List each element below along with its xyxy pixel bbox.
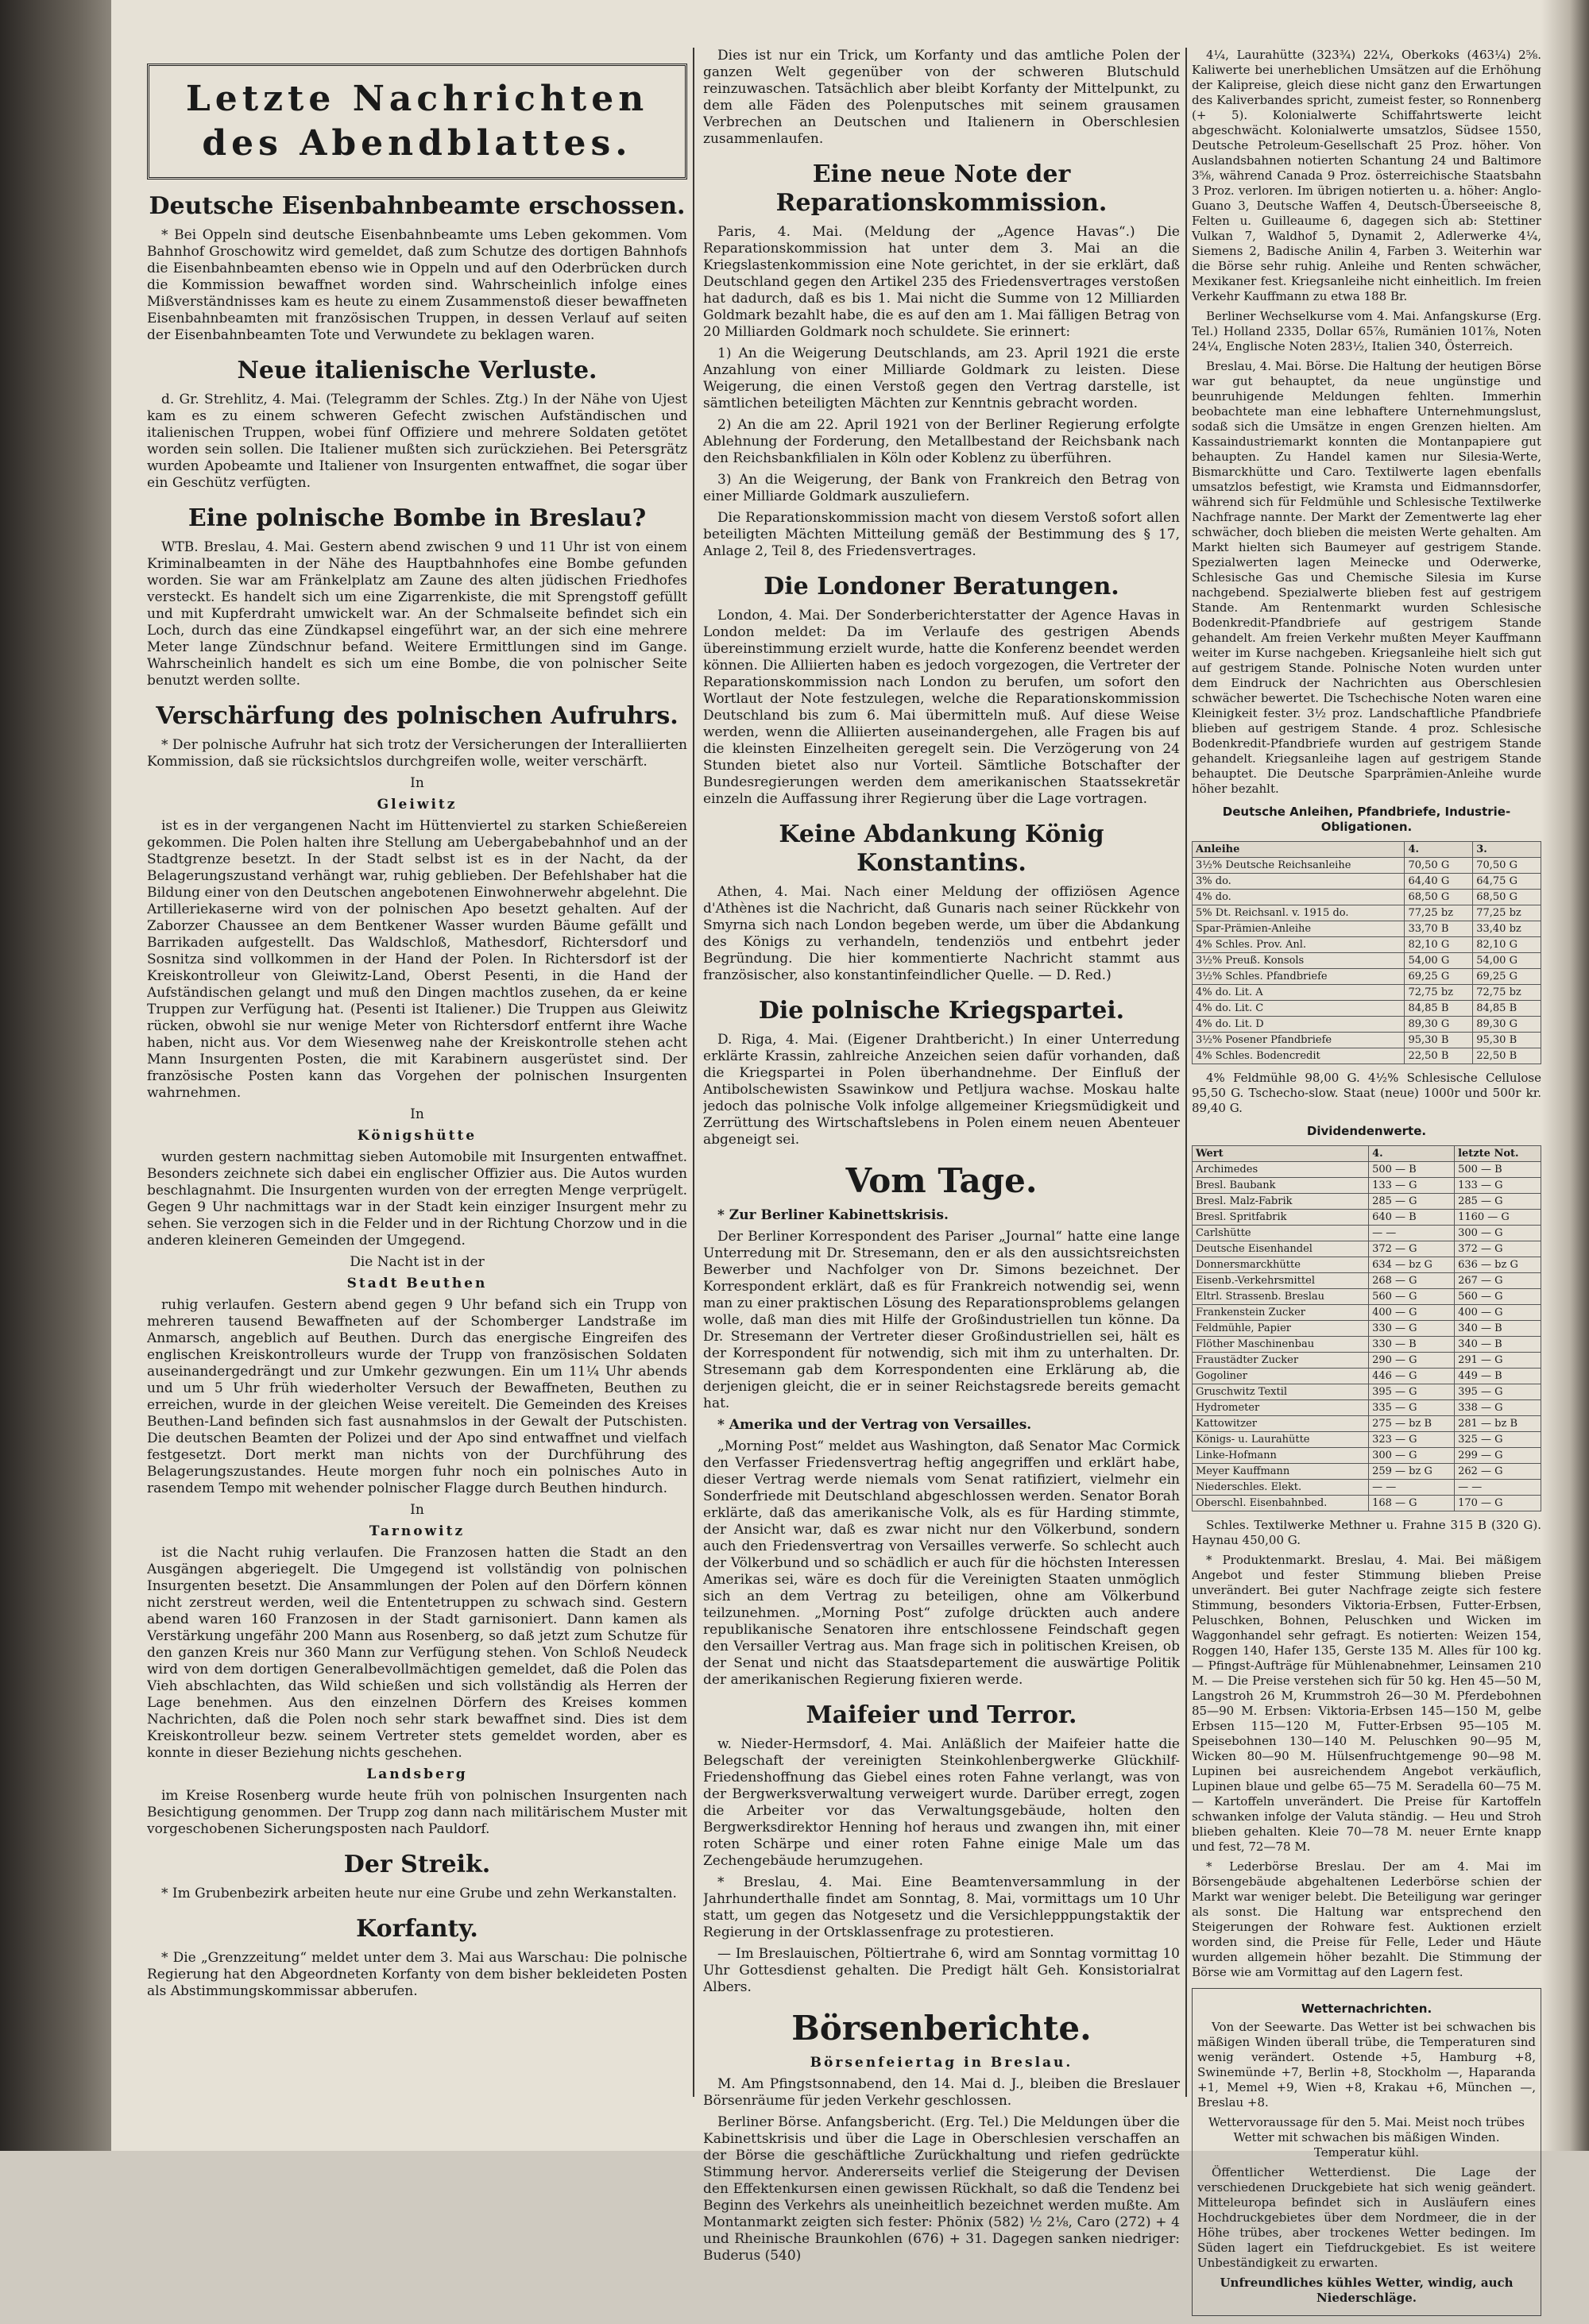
table-row <box>1193 1337 1541 1353</box>
article-text: d. Gr. Strehlitz, 4. Mai. (Telegramm der Schles. Ztg.) In der Nähe von Ujest kam es zu einem schweren Gefecht zwischen Aufständischen und italienischen Truppen, wobei fünf Offiziere und mehrere Soldaten getötet worden sein sollen. Die Italiener mußten sich zurückziehen. Bei Petersgrätz wurden Apobeamte und Italiener von Insurgenten entwaffnet, die sogar über ein Geschütz verfügten. <box>147 392 687 491</box>
table-row <box>1193 1448 1541 1464</box>
table-cell: 446 — G <box>1369 1369 1455 1384</box>
table-row <box>1193 1400 1541 1416</box>
table-cell: 69,25 G <box>1405 969 1473 985</box>
article-text: ist die Nacht ruhig verlaufen. Die Franzosen hatten die Stadt an den Ausgängen abgeriegelt. Die Umgegend ist vollständig von polnischen Insurgenten besetzt. Die Ansammlungen der Polen auf den Dörfern können nicht zerstreut werden, weil die Ententetruppen zu schwach sind. Gestern abend waren 160 Franzosen in der Stadt garnisoniert. Dann kamen als Verstärkung ungefähr 200 Mann aus Rosenberg, so daß jetzt zum Schutze für den ganzen Kreis nur 360 Mann zur Verfügung stehen. Von Schloß Neudeck wird von dem dortigen Generalbevollmächtigen gemeldet, daß die Polen das Vieh abschlachten, das Wild schießen und sich vollständig als Herren der Lage benehmen. Aus den einzelnen Dörfern des Kreises kommen Nachrichten, daß die Polen noch sehr stark bewaffnet sind. Dies ist dem Kreiskontrolleur bezw. seinem Vertreter stets gemeldet worden, aber es konnte in dieser Beziehung nichts geschehen. <box>147 1545 687 1761</box>
table-cell: Niederschles. Elekt. <box>1193 1480 1369 1496</box>
table-row <box>1193 1241 1541 1257</box>
place-name: Gleiwitz <box>377 797 458 813</box>
table-cell: 372 — G <box>1455 1241 1541 1257</box>
table-row <box>1193 905 1541 921</box>
table-cell: 1160 — G <box>1455 1210 1541 1226</box>
table-row <box>1193 1001 1541 1017</box>
table-cell: 259 — bz G <box>1369 1464 1455 1480</box>
table-cell: Königs- u. Laurahütte <box>1193 1432 1369 1448</box>
headline-maifeier: Maifeier und Terror. <box>806 1701 1077 1729</box>
weather-forecast: Wettervoraussage für den 5. Mai. Meist noch trübes Wetter mit schwachen bis mäßigen Winden. Temperatur kühl. <box>1208 2115 1525 2160</box>
table-header-cell: Anleihe <box>1193 842 1405 858</box>
table-row <box>1193 1432 1541 1448</box>
subheading: * Amerika und der Vertrag von Versailles. <box>717 1417 1032 1433</box>
table-cell: Spar-Prämien-Anleihe <box>1193 921 1405 937</box>
article-text: London, 4. Mai. Der Sonderberichterstatter der Agence Havas in London meldet: Da im Verlaufe des gestrigen Abends übereinstimmung erzielt wurde, hatte die Konferenz beendet werden können. Die Alliierten haben es jedoch vorgezogen, die Vertreter der Reparationskommission nach London zu berufen, um sofort den Wortlaut der Note festzulegen, welche die Reparationskommission Deutschland bis zum 6. Mai übermitteln muß. Auf diese Weise werden, wenn die Alliierten auseinandergehen, alle Fragen bis auf die kleinsten Einzelheiten geregelt sein. Die Verzögerung von 24 Stunden bietet also nur Vorteil. Sämtliche Botschafter der Bundesregierungen werden dem amerikanischen Staatssekretär einzeln die Auffassung ihrer Regierung über die Lage vortragen. <box>703 608 1180 807</box>
table-cell: 4% do. Lit. D <box>1193 1017 1405 1033</box>
masthead-line-2: des Abendblattes. <box>202 123 632 164</box>
article-text: Athen, 4. Mai. Nach einer Meldung der offiziösen Agence d'Athènes ist die Nachricht, daß Gunaris nach seiner Rückkehr von Smyrna sich nach London begeben werde, um über die Abdankung des Königs zu verhandeln, tendenziös und entbehrt jeder Begründung. Die hier kommentierte Nachricht stammt aus französischer, also konstantinfeindlicher Quelle. — D. Red.) <box>703 884 1180 983</box>
table-header-cell: Wert <box>1193 1146 1369 1162</box>
article-text: ruhig verlaufen. Gestern abend gegen 9 Uhr befand sich ein Trupp von mehreren tausend Bewaffneten auf der Schomberger Landstraße im Anmarsch, angeblich auf Beuthen. Durch das energische Eingreifen des englischen Kreiskontrolleurs wurde der Trupp von französischen Soldaten auseinandergedrängt und zur Umkehr gezwungen. Ein um 11¼ Uhr abends und um 5 Uhr früh wiederholter Versuch der Bewaffneten, Beuthen zu erreichen, wurde in der gleichen Weise vereitelt. Die Gemeinden des Kreises Beuthen-Land befinden sich fast ausnahmslos in der Gewalt der Putschisten. Die deutschen Beamten der Polizei und der Apo sind entwaffnet und vielfach festgesetzt. Dort merkt man nichts von der Durchführung des Belagerungszustandes. Heute morgen fuhr noch ein polnisches Auto in rasendem Tempo mit wehender polnischer Flagge durch Beuthen hindurch. <box>147 1297 687 1496</box>
table-row <box>1193 1464 1541 1480</box>
column-rule <box>693 48 694 2097</box>
table-row <box>1193 1496 1541 1511</box>
table-cell: 267 — G <box>1455 1273 1541 1289</box>
table-cell: 22,50 B <box>1473 1048 1541 1064</box>
table-cell: 275 — bz B <box>1369 1416 1455 1432</box>
weather-box <box>1192 1988 1541 2316</box>
table-cell: 84,85 B <box>1473 1001 1541 1017</box>
masthead <box>147 64 687 180</box>
masthead-line-1: Letzte Nachrichten <box>185 79 649 119</box>
table-cell: 268 — G <box>1369 1273 1455 1289</box>
table-cell: Flöther Maschinenbau <box>1193 1337 1369 1353</box>
column-1 <box>147 48 687 2005</box>
table-cell: 70,50 G <box>1473 858 1541 874</box>
table-cell: 4% do. Lit. A <box>1193 985 1405 1001</box>
table-cell: 395 — G <box>1369 1384 1455 1400</box>
table-cell: 4% Schles. Bodencredit <box>1193 1048 1405 1064</box>
table-row <box>1193 1369 1541 1384</box>
table-cell: 33,40 bz <box>1473 921 1541 937</box>
table-cell: Bresl. Baubank <box>1193 1178 1369 1194</box>
table-row <box>1193 1305 1541 1321</box>
table-cell: 285 — G <box>1455 1194 1541 1210</box>
table-cell: Frankenstein Zucker <box>1193 1305 1369 1321</box>
article-text: Die Reparationskommission macht von diesem Verstoß sofort allen beteiligten Mächten Mitteilung gemäß der Bestimmung des § 17, Anlage 2, Teil 8, des Friedensvertrages. <box>703 510 1180 559</box>
table-cell: — — <box>1455 1480 1541 1496</box>
article-text: w. Nieder-Hermsdorf, 4. Mai. Anläßlich der Maifeier hatte die Belegschaft der vereinigten Steinkohlenbergwerke Glückhilf-Friedenshoffnung das Giebel eines roten Fahne verlangt, was von der Bergwerksverwaltung verweigert wurde. Darüber erregt, zogen die Arbeiter vor das Verwaltungsgebäude, holten den Bergwerksdirektor Henning hof heraus und zwangen ihn, mit einer roten Schärpe und einer roten Fahne einige Male um das Zechengebäude herumzugehen. <box>703 1736 1180 1869</box>
table-cell: Donnersmarckhütte <box>1193 1257 1369 1273</box>
table-cell: 77,25 bz <box>1405 905 1473 921</box>
table-row <box>1193 1226 1541 1241</box>
weather-text: Öffentlicher Wetterdienst. Die Lage der verschiedenen Druckgebiete hat sich wenig geändert. Mitteleuropa befindet sich in Ausläufern eines Hochdruckgebietes über dem Nordmeer, die in der Höhe trübes, aber trockenes Wetter bedingen. Im Süden lagert ein Tiefdruckgebiet. Es ist weitere Unbeständigkeit zu erwarten. <box>1197 2165 1536 2270</box>
headline-eisenbahnbeamte: Deutsche Eisenbahnbeamte erschossen. <box>149 192 686 220</box>
table-cell: Kattowitzer <box>1193 1416 1369 1432</box>
article-text: * Die „Grenzzeitung“ meldet unter dem 3. Mai aus Warschau: Die polnische Regierung hat den Abgeordneten Korfanty von dem bisher bekleideten Posten als Abstimmungskommissar abberufen. <box>147 1950 687 1999</box>
table-cell: 400 — G <box>1369 1305 1455 1321</box>
table-row <box>1193 1289 1541 1305</box>
article-text: * Produktenmarkt. Breslau, 4. Mai. Bei mäßigem Angebot und fester Stimmung blieben Preise unverändert. Bei guter Nachfrage zeigte sich festere Stimmung, besonders Viktoria-Erbsen, Futter-Erbsen, Peluschken, Bohnen, Peluschken und Wicken im Waggonhandel sehr gefragt. Es notierten: Weizen 154, Roggen 140, Hafer 135, Gerste 135 M. Alles für 100 kg. — Pfingst-Aufträge für Mühlenabnehmer, Leinsamen 210 M. — Die Preise verstehen sich für 50 kg. Hen 45—50 M, Langstroh 26 M, Krummstroh 26—30 M. Pferdebohnen 85—90 M. Erbsen: Viktoria-Erbsen 145—150 M, gelbe Erbsen 115—120 M, Futter-Erbsen 95—105 M. Speisebohnen 130—140 M. Peluschken 90—95 M, Wicken 80—90 M. Hülsenfruchtgemenge 90—98 M. Lupinen bei ausreichendem Angebot verkäuflich, Lupinen blaue und gelbe 65—75 M. Seradella 60—75 M. — Kartoffeln unverändert. Die Preise für Kartoffeln schwanken infolge der Valuta ständig. — Heu und Stroh blieben gehalten. Kleie 70—78 M. neuer Ernte knapp und fest, 72—78 M. <box>1192 1553 1541 1854</box>
article-text: WTB. Breslau, 4. Mai. Gestern abend zwischen 9 und 11 Uhr ist von einem Kriminalbeamten in der Nähe des Hauptbahnhofes eine Bombe gefunden worden. Sie war am Fränkelplatz am Zaune des alten jüdischen Friedhofes versteckt. Es handelt sich um eine Zigarrenkiste, die mit Sprengstoff gefüllt und mit Kupferdraht umwickelt war. An der Schmalseite befindet sich ein Loch, durch das eine Zündkapsel eingeführt war, an der sich eine mehrere Meter lange Zündschnur befand. Weitere Ermittlungen sind im Gange. Wahrscheinlich handelt es sich um eine Bombe, die von polnischer Seite benutzt werden sollte. <box>147 539 687 689</box>
table-cell: 372 — G <box>1369 1241 1455 1257</box>
column-rule <box>1185 48 1187 2097</box>
article-text: im Kreise Rosenberg wurde heute früh von polnischen Insurgenten nach Besichtigung genommen. Der Trupp zog dann nach militärischem Muster mit vorgeschobenen Sicherungsposten nach Pauldorf. <box>147 1788 687 1837</box>
table-cell: Bresl. Spritfabrik <box>1193 1210 1369 1226</box>
place-name: Königshütte <box>357 1128 477 1144</box>
table-cell: 54,00 G <box>1405 953 1473 969</box>
table-cell: 3½% Preuß. Konsols <box>1193 953 1405 969</box>
table-row <box>1193 1416 1541 1432</box>
table-row <box>1193 969 1541 985</box>
table-cell: — — <box>1369 1226 1455 1241</box>
weather-text: Von der Seewarte. Das Wetter ist bei schwachen bis mäßigen Winden überall trübe, die Temperaturen sind wenig verändert. Ostende +5, Hamburg +8, Swinemünde +7, Berlin +8, Stockholm —, Haparanda +1, Memel +9, Wien +8, Krakau +6, München —, Breslau +8. <box>1197 2020 1536 2110</box>
table-cell: 70,50 G <box>1405 858 1473 874</box>
table-cell: 299 — G <box>1455 1448 1541 1464</box>
table-cell: 634 — bz G <box>1369 1257 1455 1273</box>
article-text: * Im Grubenbezirk arbeiten heute nur eine Grube und zehn Werkanstalten. <box>161 1886 677 1901</box>
table-cell: 300 — G <box>1369 1448 1455 1464</box>
article-text: — Im Breslauischen, Pöltiertrahe 6, wird am Sonntag vormittag 10 Uhr Gottesdienst gehalten. Die Predigt hält Geh. Konsistorialrat Albers. <box>703 1946 1180 1995</box>
table-cell: 68,50 G <box>1405 890 1473 905</box>
article-text: 2) An die am 22. April 1921 von der Berliner Regierung erfolgte Ablehnung der Forderung, den Metallbestand der Reichsbank nach den Reichsbankfilialen in Köln oder Koblenz zu überführen. <box>703 417 1180 466</box>
table-cell: — — <box>1369 1480 1455 1496</box>
table-cell: 3½% Deutsche Reichsanleihe <box>1193 858 1405 874</box>
table-cell: Deutsche Eisenhandel <box>1193 1241 1369 1257</box>
article-text: * Lederbörse Breslau. Der am 4. Mai im Börsengebäude abgehaltenen Lederbörse schien der Markt war weniger belebt. Die Beteiligung war geringer als sonst. Die Haltung war entsprechend den Steigerungen der Rohware fest. Auktionen erzielt worden sind, die Preise für Felle, Leder und Häute wurden allgemein höher bezahlt. Die Stimmung der Börse wie am Vormittag auf den Lagern fest. <box>1192 1859 1541 1979</box>
table-cell: 133 — G <box>1455 1178 1541 1194</box>
table-row <box>1193 858 1541 874</box>
table-cell: 330 — B <box>1369 1337 1455 1353</box>
table-cell: 72,75 bz <box>1473 985 1541 1001</box>
table-caption-dividenden: Dividendenwerte. <box>1306 1124 1427 1138</box>
table-cell: Gruschwitz Textil <box>1193 1384 1369 1400</box>
table-cell: 285 — G <box>1369 1194 1455 1210</box>
table-row <box>1193 1178 1541 1194</box>
weather-summary: Unfreundliches kühles Wetter, windig, auch Niederschläge. <box>1220 2276 1514 2305</box>
table-row <box>1193 1384 1541 1400</box>
table-cell: 325 — G <box>1455 1432 1541 1448</box>
table-cell: Gogoliner <box>1193 1369 1369 1384</box>
table-cell: 3% do. <box>1193 874 1405 890</box>
table-footnote: 4% Feldmühle 98,00 G. 4½% Schlesische Cellulose 95,50 G. Tschecho-slow. Staat (neue) 1000r und 500r kr. 89,40 G. <box>1192 1071 1541 1115</box>
table-cell: 77,25 bz <box>1473 905 1541 921</box>
table-cell: 3½% Posener Pfandbriefe <box>1193 1033 1405 1048</box>
table-row <box>1193 1048 1541 1064</box>
article-text: * Breslau, 4. Mai. Eine Beamtenversammlung in der Jahrhunderthalle findet am Sonntag, 8. Mai, vormittags um 10 Uhr statt, um gegen das Notgesetz und die Versichlepppungstaktik der Regierung in der Ortsklassenfrage zu protestieren. <box>703 1874 1180 1940</box>
table-cell: 400 — G <box>1455 1305 1541 1321</box>
article-text: Dies ist nur ein Trick, um Korfanty und das amtliche Polen der ganzen Welt gegenüber von der schweren Blutschuld reinzuwaschen. Tatsächlich aber bleibt Korfanty der Mittelpunkt, zu dem alle Fäden des Polenputsches mit seinem grausamen Verbrechen an Deutschen und Italienern in Oberschlesien zusammenlaufen. <box>703 48 1180 147</box>
subheading: Börsenfeiertag in Breslau. <box>810 2055 1073 2071</box>
article-text: D. Riga, 4. Mai. (Eigener Drahtbericht.) In einer Unterredung erklärte Krassin, zahlreiche Anzeichen seien dafür vorhanden, daß die Kriegspartei in Polen überhandnehme. Der Einfluß der Antibolschewisten Ssawinkow und Petljura wachse. Moskau halte jedoch das polnische Volk infolge allgemeiner Kriegsmüdigkeit und Zerrüttung des Wirtschaftslebens in Polen einem neuen Abenteuer abgeneigt sei. <box>703 1032 1180 1148</box>
table-cell: 340 — B <box>1455 1321 1541 1337</box>
table-cell: 168 — G <box>1369 1496 1455 1511</box>
table-row <box>1193 1321 1541 1337</box>
table-header-cell: 4. <box>1405 842 1473 858</box>
table-row <box>1193 1162 1541 1178</box>
headline-reparationskommission: Eine neue Note der Reparationskommission. <box>775 160 1108 217</box>
table-cell: Oberschl. Eisenbahnbed. <box>1193 1496 1369 1511</box>
table-cell: 560 — G <box>1455 1289 1541 1305</box>
table-header-cell: letzte Not. <box>1455 1146 1541 1162</box>
place-intro: In <box>410 1502 424 1518</box>
table-row <box>1193 874 1541 890</box>
place-intro: Die Nacht ist in der <box>350 1254 485 1270</box>
table-cell: 64,75 G <box>1473 874 1541 890</box>
table-cell: Hydrometer <box>1193 1400 1369 1416</box>
place-name: Landsberg <box>366 1766 468 1782</box>
table-cell: 262 — G <box>1455 1464 1541 1480</box>
article-text: wurden gestern nachmittag sieben Automobile mit Insurgenten entwaffnet. Besonders zeichnete sich dabei ein englischer Offizier aus. Die Autos wurden beschlagnahmt. Die Insurgenten wurden von der erregten Menge verprügelt. Gegen 9 Uhr nachmittags war in der Stadt kein einziger Insurgent mehr zu sehen. Sie verzogen sich in die Felder und in der Richtung Chorzow und in die anderen kleineren Gemeinden der Umgegend. <box>147 1149 687 1249</box>
article-text: ist es in der vergangenen Nacht im Hüttenviertel zu starken Schießereien gekommen. Die Polen halten ihre Stellung am Uebergabebahnhof und an der Stadtgrenze besetzt. In der Stadt selbst ist es in der Nacht, da der Belagerungszustand verhängt war, ruhig geblieben. Der Befehlshaber hat die Bildung einer von den Deutschen angebotenen Einwohnerwehr abgelehnt. Die Artilleriekaserne wird von der polnischen Apo besetzt gehalten. Auf der Zaborzer Chaussee an dem Bentkener Wasser wurden Bäume gefällt und Barrikaden aufgestellt. Das Waldschloß, Mathesdorf, Richtersdorf und Sosnitza sind vollkommen in der Hand der Polen. In Richtersdorf ist der Kreiskontrolleur von Gleiwitz-Land, Oberst Pesenti, in die Hand der Aufständischen gelangt und muß den Dingen machtlos zusehen, da er keine Truppen zur Verfügung hat. (Pesenti ist Italiener.) Die Truppen aus Gleiwitz rücken, obwohl sie nur wenige Meter von Richtersdorf entfernt ihre Wache haben, nicht aus. Vor dem Wiesenweg nahe der Kreiskontrolle stehen acht Mann Insurgenten Posten, die mit Karabinern ausgerüstet sind. Der französische Posten kann das Vorgehen der polnischen Insurgenten wahrnehmen. <box>147 818 687 1101</box>
table-header-cell: 3. <box>1473 842 1541 858</box>
table-row <box>1193 1353 1541 1369</box>
headline-kriegspartei: Die polnische Kriegspartei. <box>758 997 1125 1025</box>
dividend-table <box>1192 1145 1541 1511</box>
headline-streik: Der Streik. <box>343 1851 491 1878</box>
table-cell: 291 — G <box>1455 1353 1541 1369</box>
table-row <box>1193 985 1541 1001</box>
place-intro: In <box>410 775 424 791</box>
table-cell: Fraustädter Zucker <box>1193 1353 1369 1369</box>
article-text: * Bei Oppeln sind deutsche Eisenbahnbeamte ums Leben gekommen. Vom Bahnhof Groschowitz wird gemeldet, daß zum Schutze des dortigen Bahnhofs die Eisenbahnbeamten ebenso wie in Oppeln und auf den Oderbrücken durch die Kommission bewaffnet worden sind. Wahrscheinlich infolge eines Mißverständnisses kam es heute zu einem Zusammenstoß dieser bewaffneten Eisenbahnbeamten mit französischen Truppen, in dessen Verlauf auf seiten der Eisenbahnbeamten Tote und Verwundete zu beklagen waren. <box>147 227 687 343</box>
table-cell: 323 — G <box>1369 1432 1455 1448</box>
table-cell: Archimedes <box>1193 1162 1369 1178</box>
table-cell: 33,70 B <box>1405 921 1473 937</box>
table-cell: 290 — G <box>1369 1353 1455 1369</box>
table-cell: 95,30 B <box>1405 1033 1473 1048</box>
book-spine <box>0 0 111 2151</box>
table-cell: 335 — G <box>1369 1400 1455 1416</box>
table-cell: 4% do. Lit. C <box>1193 1001 1405 1017</box>
table-cell: 330 — G <box>1369 1321 1455 1337</box>
article-text: Paris, 4. Mai. (Meldung der „Agence Havas“.) Die Reparationskommission hat unter dem 3. Mai an die Kriegslastenkommission eine Note gerichtet, in der sie erklärt, daß Deutschland gegen den Artikel 235 des Friedensvertrages verstoßen hat dadurch, daß es bis 1. Mai nicht die Summe von 12 Milliarden Goldmark bezahlt habe, die es auf den am 1. Mai fälligen Betrag von 20 Milliarden Goldmark noch schuldete. Sie erinnert: <box>703 224 1180 340</box>
table-cell: Feldmühle, Papier <box>1193 1321 1369 1337</box>
table-cell: 281 — bz B <box>1455 1416 1541 1432</box>
page-curl-edge <box>1541 0 1589 2151</box>
article-text: M. Am Pfingstsonnabend, den 14. Mai d. J., bleiben die Breslauer Börsenräume für jeden Verkehr geschlossen. <box>703 2076 1180 2109</box>
table-cell: 82,10 G <box>1473 937 1541 953</box>
table-header-cell: 4. <box>1369 1146 1455 1162</box>
table-cell: 340 — B <box>1455 1337 1541 1353</box>
table-cell: 338 — G <box>1455 1400 1541 1416</box>
headline-verschaerfung: Verschärfung des polnischen Aufruhrs. <box>156 702 679 730</box>
article-text: 1) An die Weigerung Deutschlands, am 23. April 1921 die erste Anzahlung von einer Milliarde Goldmark zu leisten. Diese Weigerung, die einen Verstoß gegen den Vertrag darstelle, ist sämtlichen beteiligten Mächten zur Kenntnis gebracht worden. <box>703 346 1180 411</box>
table-cell: 300 — G <box>1455 1226 1541 1241</box>
article-text: Berliner Börse. Anfangsbericht. (Erg. Tel.) Die Meldungen über die Kabinettskrisis und über die Lage in Oberschlesien verschaffen an der Börse die geschäftliche Zurückhaltung und riefen gedrückte Stimmung hervor. Andererseits verlief die Steigerung der Devisen den Effektenkursen einen gewissen Rückhalt, so daß die Tendenz bei Beginn des Verkehrs als uneinheitlich bezeichnet werden mußte. Am Montanmarkt zeigten sich fester: Phönix (582) ½ 2⅛, Caro (272) + 4 und Rheinische Braunkohlen (676) + 31. Dagegen sanken niedriger: Buderus (540) <box>703 2114 1180 2264</box>
headline-korfanty: Korfanty. <box>356 1915 478 1943</box>
table-cell: 636 — bz G <box>1455 1257 1541 1273</box>
headline-boersenberichte: Börsenberichte. <box>791 2009 1092 2048</box>
table-row <box>1193 1017 1541 1033</box>
table-cell: 133 — G <box>1369 1178 1455 1194</box>
table-row <box>1193 1033 1541 1048</box>
table-footnote: Schles. Textilwerke Methner u. Frahne 315 B (320 G). Haynau 450,00 G. <box>1192 1518 1541 1547</box>
table-row <box>1193 953 1541 969</box>
article-text: 3) An die Weigerung, der Bank von Frankreich den Betrag von einer Milliarde Goldmark auszuliefern. <box>703 472 1180 504</box>
headline-londoner-beratungen: Die Londoner Beratungen. <box>764 573 1119 600</box>
table-cell: 69,25 G <box>1473 969 1541 985</box>
table-row <box>1193 1210 1541 1226</box>
table-cell: 500 — B <box>1369 1162 1455 1178</box>
table-cell: Carlshütte <box>1193 1226 1369 1241</box>
table-cell: 22,50 B <box>1405 1048 1473 1064</box>
table-cell: 54,00 G <box>1473 953 1541 969</box>
table-row <box>1193 890 1541 905</box>
table-row <box>1193 1194 1541 1210</box>
table-row <box>1193 921 1541 937</box>
table-cell: 95,30 B <box>1473 1033 1541 1048</box>
headline-italienische-verluste: Neue italienische Verluste. <box>237 357 597 384</box>
bond-table <box>1192 841 1541 1064</box>
table-row <box>1193 1480 1541 1496</box>
column-2 <box>703 48 1180 2269</box>
article-text: Der Berliner Korrespondent des Pariser „Journal“ hatte eine lange Unterredung mit Dr. Stresemann, den er als den aussichtsreichsten Bewerber und Nachfolger von Dr. Simons bezeichnet. Der Korrespondent erklärt, daß es für Frankreich notwendig sei, wenn man zu einer praktischen Lösung des Reparationsproblems gelangen wolle, daß man dies mit Hilfe der Großindustriellen tun könne. Da Dr. Stresemann der Vertreter dieser Großindustriellen sei, hält es der Korrespondent für notwendig, sich mit ihm zu unterhalten. Dr. Stresemann gab dem Korrespondenten eine Erklärung ab, die derjenigen gleicht, die er in seiner Reichstagsrede bereits gemacht hat. <box>703 1229 1180 1411</box>
table-row <box>1193 1257 1541 1273</box>
article-text: * Der polnische Aufruhr hat sich trotz der Versicherungen der Interalliierten Kommission, daß sie rücksichtslos durchgreifen wolle, weiter verschärft. <box>147 737 687 770</box>
table-cell: 72,75 bz <box>1405 985 1473 1001</box>
subheading: * Zur Berliner Kabinettskrisis. <box>717 1207 949 1223</box>
place-name: Stadt Beuthen <box>346 1276 488 1291</box>
table-cell: 4% Schles. Prov. Anl. <box>1193 937 1405 953</box>
table-cell: 4% do. <box>1193 890 1405 905</box>
table-cell: Bresl. Malz-Fabrik <box>1193 1194 1369 1210</box>
table-cell: 640 — B <box>1369 1210 1455 1226</box>
table-cell: 64,40 G <box>1405 874 1473 890</box>
table-caption-anleihen: Deutsche Anleihen, Pfandbriefe, Industrie-Obligationen. <box>1222 805 1511 834</box>
table-row <box>1193 1273 1541 1289</box>
column-3 <box>1192 48 1541 2324</box>
article-text: 4¼, Laurahütte (323¾) 22¼, Oberkoks (463¼) 2⅝. Kaliwerte bei unerheblichen Umsätzen auf die Erhöhung der Kalipreise, gleich diese nicht ganz den Erwartungen des Kaliverbandes spricht, zumeist fester, so Ronnenberg (+ 5). Kolonialwerte Schiffahrtswerte leicht abgeschwächt. Kolonialwerte umsatzlos, Südsee 1550, Deutsche Petroleum-Gesellschaft 25 Proz. höher. Von Auslandsbahnen notierten Schantung 24 und Baltimore 3⅝, während Canada 9 Proz. österreichische Staatsbahn 3 Proz. verloren. Im übrigen notierten u. a. höher: Anglo-Guano 3, Deutsche Waffen 4, Deutsch-Überseeische 8, Felten u. Guilleaume 6, dagegen sich ab: Stettiner Vulkan 7, Waldhof 5, Dynamit 2, Adlerwerke 4¼, Siemens 2, Badische Anilin 4, Farben 3. Weiterhin war die Börse sehr ruhig. Anleihe und Renten schwächer, Mexikaner fest. Kriegsanleihe nicht einheitlich. Im freien Verkehr Kauffmann zu etwa 188 Br. <box>1192 48 1541 303</box>
table-cell: 449 — B <box>1455 1369 1541 1384</box>
table-cell: 89,30 G <box>1473 1017 1541 1033</box>
table-cell: 170 — G <box>1455 1496 1541 1511</box>
table-cell: Meyer Kauffmann <box>1193 1464 1369 1480</box>
table-cell: 5% Dt. Reichsanl. v. 1915 do. <box>1193 905 1405 921</box>
headline-polnische-bombe: Eine polnische Bombe in Breslau? <box>188 504 647 532</box>
table-cell: 82,10 G <box>1405 937 1473 953</box>
table-cell: 395 — G <box>1455 1384 1541 1400</box>
table-cell: Eltrl. Strassenb. Breslau <box>1193 1289 1369 1305</box>
table-cell: 560 — G <box>1369 1289 1455 1305</box>
article-text: Breslau, 4. Mai. Börse. Die Haltung der heutigen Börse war gut behauptet, da neue ungünstige und beunruhigende Meldungen fehlten. Immerhin beobachtete man eine lebhaftere Unternehmungslust, sodaß sich die Umsätze in engen Grenzen hielten. Am Kassaindustriemarkt konnten die Montanpapiere gut behaupten. Zu Handel kamen nur Silesia-Werte, Bismarckhütte und Caro. Textilwerte lagen ebenfalls umsatzlos befestigt, wie Kramsta und Eidmannsdorfer, während sich für Feldmühle und Schlesische Textilwerke Nachfrage nannte. Der Markt der Zementwerte lag eher schwächer, doch blieben die meisten Werte gehalten. Am Markt hielten sich Baumeyer auf gestrigem Stande. Spezialwerten lagen Meinecke und Oderwerke, Schlesische Gas und Chemische Silesia im Kurse nachgebend. Spezialwerte blieben fest auf gestrigem Stande. Am Rentenmarkt wurden Schlesische Bodenkredit-Pfandbriefe auf gestrigem Stande gehandelt. Am freien Verkehr mußten Meyer Kauffmann weiter im Kurse nachgeben. Kriegsanleihe hielt sich gut auf gestrigem Stande. Polnische Noten wurden unter dem Eindruck der Nachrichten aus Oberschlesien schwächer bewertet. Die Tschechische Noten waren eine Kleinigkeit fester. 3½ proz. Landschaftliche Pfandbriefe blieben auf gestrigem Stande. 4 proz. Schlesische Bodenkredit-Pfandbriefe wurden auf gestrigem Stande gehandelt. Kriegsanleihe lagen auf gestrigem Stande behauptet. Die Deutsche Sparprämien-Anleihe wurde höher bezahlt. <box>1192 359 1541 796</box>
table-cell: Eisenb.-Verkehrsmittel <box>1193 1273 1369 1289</box>
headline-vom-tage: Vom Tage. <box>845 1161 1038 1200</box>
table-row <box>1193 937 1541 953</box>
place-intro: In <box>410 1106 424 1122</box>
place-name: Tarnowitz <box>369 1523 466 1539</box>
table-cell: Linke-Hofmann <box>1193 1448 1369 1464</box>
weather-title: Wetternachrichten. <box>1301 2002 1432 2016</box>
table-cell: 89,30 G <box>1405 1017 1473 1033</box>
article-text: Berliner Wechselkurse vom 4. Mai. Anfangskurse (Erg. Tel.) Holland 2335, Dollar 65⅞, Rumänien 101⅞, Noten 24¼, Englische Noten 283½, Italien 340, Österreich. <box>1192 309 1541 353</box>
article-text: „Morning Post“ meldet aus Washington, daß Senator Mac Cormick den Verfasser Friedensvertrag heftig angegriffen und erklärt habe, dieser Vertrag werde niemals vom Senat ratifiziert, vielmehr ein Sonderfriede mit Deutschland abgeschlossen werden. Senator Borah erklärte, daß das amerikanische Volk, als es für Harding stimmte, der Ansicht war, daß es zwar nicht nur den Völkerbund, sondern auch den Friedensvertrag von Versailles verwerfe. So schlecht auch der Völkerbund und so schädlich er auch für die höchsten Interessen Amerikas sei, wäre es doch für die Vereinigten Staaten unmöglich sich an dem Vertrag zu beteiligen, ohne am Völkerbund teilzunehmen. „Morning Post“ zufolge drückten auch andere republikanische Senatoren ihre entschlossene Feindschaft gegen den Versailler Vertrag aus. Man frage sich in politischen Kreisen, ob der Senat und nicht das Staatsdepartement die auswärtige Politik der amerikanischen Regierung fixieren werde. <box>703 1438 1180 1688</box>
headline-konstantin: Keine Abdankung König Konstantins. <box>779 820 1104 877</box>
table-cell: 68,50 G <box>1473 890 1541 905</box>
table-cell: 500 — B <box>1455 1162 1541 1178</box>
table-cell: 3½% Schles. Pfandbriefe <box>1193 969 1405 985</box>
table-cell: 84,85 B <box>1405 1001 1473 1017</box>
